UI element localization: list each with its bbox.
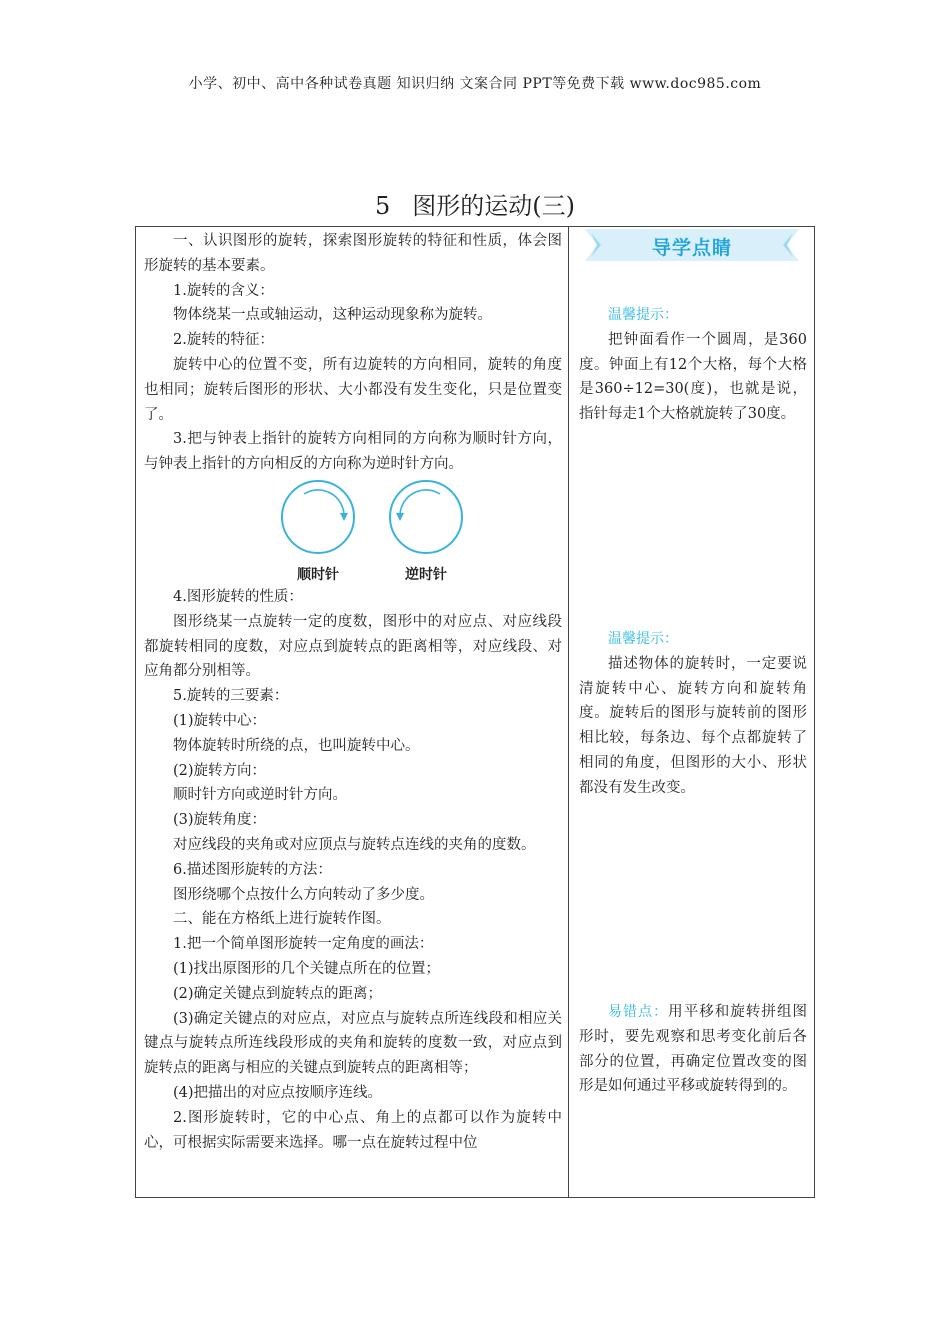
para-23: (4)把描出的对应点按顺序连线。	[173, 1084, 383, 1101]
guide-banner	[583, 229, 801, 261]
side-column	[569, 227, 816, 1197]
para-2: 1.旋转的含义：	[173, 282, 274, 299]
para-22: (3)确定关键点的对应点，对应点与旋转点所连线段和相应关键点与旋转点所连线段形成的夹角和旋转的度数一致，对应点到旋转点的距离与相应的关键点到旋转点的距离相等；	[144, 1010, 562, 1077]
tip-2-body: 描述物体的旋转时，一定要说清旋转中心、旋转方向和旋转角度。旋转后的图形与旋转前的图形相比较，每条边、每个点都旋转了相同的角度，但图形的大小、形状都没有发生改变。	[579, 655, 807, 796]
counterclockwise-arc	[400, 490, 440, 515]
para-21: (2)确定关键点到旋转点的距离；	[173, 985, 383, 1002]
para-6: 3.把与钟表上指针的旋转方向相同的方向称为顺时针方向，与钟表上指针的方向相反的方向称为逆时针方向。	[144, 431, 562, 473]
tip-2-heading: 温馨提示：	[608, 631, 678, 647]
para-24: 2.图形旋转时，它的中心点、角上的点都可以作为旋转中心，可根据实际需要来选择。哪一点在旋转过程中位	[144, 1109, 562, 1151]
para-15: 对应线段的夹角或对应顶点与旋转点连线的夹角的度数。	[173, 836, 536, 853]
para-13: 顺时针方向或逆时针方向。	[173, 787, 347, 804]
tip-3-heading: 易错点：	[608, 1004, 669, 1020]
para-11: 物体旋转时所绕的点，也叫旋转中心。	[173, 737, 420, 754]
tip-1	[579, 303, 807, 427]
rotation-figure	[144, 477, 562, 585]
counterclockwise-label: 逆时针	[405, 566, 447, 583]
tip-1-body: 把钟面看作一个圆周，是360度。钟面上有12个大格，每个大格是360÷12=30(度)，也就是说，指针每走1个大格就旋转了30度。	[579, 331, 807, 423]
para-1: 一、认识图形的旋转，探索图形旋转的特征和性质，体会图形旋转的基本要素。	[144, 233, 562, 274]
clockwise-arrow-icon	[340, 513, 348, 521]
para-3: 物体绕某一点或轴运动，这种运动现象称为旋转。	[173, 307, 492, 324]
para-5: 旋转中心的位置不变，所有边旋转的方向相同，旋转的角度也相同；旋转后图形的形状、大小都没有发生变化，只是位置变了。	[144, 356, 562, 423]
tip-3	[579, 1000, 807, 1099]
section-number: 5	[374, 192, 391, 220]
para-20: (1)找出原图形的几个关键点所在的位置；	[173, 960, 441, 977]
para-16: 6.描述图形旋转的方法：	[173, 861, 332, 878]
counterclockwise-arrow-icon	[396, 513, 404, 521]
rotation-diagram	[144, 477, 562, 585]
para-7: 4.图形旋转的性质：	[173, 588, 303, 605]
main-column	[144, 229, 562, 1155]
para-8: 图形绕某一点旋转一定的度数，图形中的对应点、对应线段都旋转相同的度数，对应点到旋转点的距离相等，对应线段、对应角都分别相等。	[144, 613, 562, 680]
para-17: 图形绕哪个点按什么方向转动了多少度。	[173, 886, 434, 903]
para-4: 2.旋转的特征：	[173, 332, 274, 349]
tip-2	[579, 627, 807, 801]
para-19: 1.把一个简单图形旋转一定角度的画法：	[173, 936, 434, 953]
page-header: 小学、初中、高中各种试卷真题 知识归纳 文案合同 PPT等免费下载 www.doc985.com	[188, 76, 762, 92]
clockwise-arc	[304, 490, 344, 515]
para-9: 5.旋转的三要素：	[173, 688, 289, 705]
para-10: (1)旋转中心：	[173, 712, 267, 729]
page-title	[0, 186, 950, 221]
para-14: (3)旋转角度：	[173, 812, 267, 829]
para-18: 二、能在方格纸上进行旋转作图。	[173, 911, 391, 928]
banner-title: 导学点睛	[651, 237, 732, 259]
tip-1-heading: 温馨提示：	[608, 307, 678, 323]
section-title: 图形的运动(三)	[412, 192, 575, 220]
para-12: (2)旋转方向：	[173, 762, 267, 779]
content-table	[135, 226, 815, 1198]
tip-3-body: 用平移和旋转拼组图形时，要先观察和思考变化前后各部分的位置，再确定位置改变的图形是如何通过平移或旋转得到的。	[579, 1004, 808, 1095]
clockwise-label: 顺时针	[297, 566, 339, 583]
